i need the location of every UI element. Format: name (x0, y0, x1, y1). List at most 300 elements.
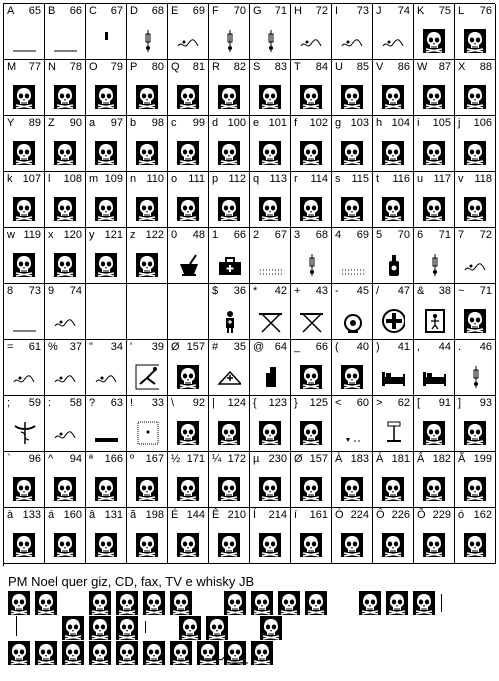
char-cell (291, 228, 332, 284)
glyph-cell (135, 252, 159, 278)
skull-icon (464, 85, 486, 109)
skull-icon (54, 477, 76, 501)
char-cell (414, 228, 455, 284)
char-cell (291, 60, 332, 116)
char-code: 78 (69, 61, 82, 73)
skull-icon (13, 85, 35, 109)
char-label: G (253, 5, 262, 17)
char-label: $ (212, 285, 219, 297)
char-cell (250, 4, 291, 60)
char-code: 88 (479, 61, 492, 73)
char-code: 40 (356, 341, 369, 353)
char-label: i (417, 117, 420, 129)
skull-icon (177, 85, 199, 109)
char-label: { (253, 397, 257, 409)
char-cell (127, 228, 168, 284)
glyph-cell (422, 252, 446, 278)
char-label: o (171, 173, 178, 185)
char-cell (291, 172, 332, 228)
char-cell (414, 60, 455, 116)
glyph-cell (94, 364, 118, 390)
char-label: ' (130, 341, 133, 353)
char-code: 183 (350, 453, 369, 465)
char-code: 101 (268, 117, 287, 129)
char-code: 118 (474, 173, 492, 185)
glyph-cell (299, 420, 323, 446)
char-cell (250, 60, 291, 116)
glyph-cell (12, 364, 36, 390)
char-cell (4, 60, 45, 116)
char-label: p (212, 173, 219, 185)
skull-icon (300, 533, 322, 557)
char-code: 104 (391, 117, 410, 129)
char-code: 36 (233, 285, 246, 297)
char-label: A (7, 5, 15, 17)
char-code: 58 (69, 397, 82, 409)
glyph-cell (135, 28, 159, 54)
sample-skull-icon (260, 616, 282, 640)
dotted-icon (258, 252, 282, 278)
char-cell (291, 340, 332, 396)
char-label: T (294, 61, 301, 73)
char-code: 79 (110, 61, 123, 73)
char-label: ~ (458, 285, 465, 297)
sample-skull-icon (89, 591, 111, 615)
skull-icon (218, 197, 240, 221)
medical-tool-icon (463, 364, 487, 390)
char-label: @ (253, 341, 265, 353)
glyph-cell (381, 196, 405, 222)
char-label: " (89, 341, 93, 353)
char-cell (168, 172, 209, 228)
skull-icon (13, 141, 35, 165)
char-label: > (376, 397, 383, 409)
char-cell (455, 396, 496, 452)
glyph-cell (299, 308, 323, 334)
char-label: Â (417, 453, 425, 465)
char-label: l (48, 173, 51, 185)
glyph-cell (258, 196, 282, 222)
skull-icon (54, 85, 76, 109)
char-code: 37 (69, 341, 82, 353)
char-cell (332, 4, 373, 60)
char-code: 64 (274, 341, 287, 353)
medical-tool-icon (299, 252, 323, 278)
char-cell (373, 508, 414, 564)
char-cell (455, 4, 496, 60)
skull-icon (300, 141, 322, 165)
glyph-cell (299, 476, 323, 502)
char-cell (455, 116, 496, 172)
char-cell (455, 284, 496, 340)
char-cell (209, 60, 250, 116)
glyph-cell (258, 308, 282, 334)
sample-mark (145, 621, 152, 633)
char-cell (291, 4, 332, 60)
skull-icon (300, 421, 322, 445)
skull-icon (177, 533, 199, 557)
char-cell (332, 452, 373, 508)
sample-skull-icon (278, 591, 300, 615)
char-code: 162 (473, 509, 492, 521)
skull-icon (382, 477, 404, 501)
sample-skull-icon (116, 616, 138, 640)
char-label: ` (7, 453, 11, 465)
scribble-icon (463, 252, 487, 278)
hospital-bed-icon (381, 364, 405, 390)
char-code: 91 (438, 397, 451, 409)
skull-icon (259, 197, 281, 221)
char-label: k (7, 173, 13, 185)
skull-icon (341, 365, 363, 389)
char-cell (4, 4, 45, 60)
scribble-icon (299, 28, 323, 54)
char-code: 182 (432, 453, 451, 465)
char-label: \ (171, 397, 175, 409)
sample-skull-icon (386, 591, 408, 615)
char-code: 112 (228, 173, 246, 185)
char-code: 70 (397, 229, 410, 241)
char-code: 74 (397, 5, 410, 17)
char-code: 181 (391, 453, 410, 465)
char-label: L (458, 5, 465, 17)
glyph-cell (94, 28, 118, 54)
char-label: Õ (417, 509, 426, 521)
skull-icon (218, 141, 240, 165)
char-cell (4, 340, 45, 396)
char-label: # (212, 341, 219, 353)
char-cell (127, 172, 168, 228)
char-cell (373, 340, 414, 396)
char-label: Ø (171, 341, 180, 353)
char-cell (168, 284, 209, 340)
glyph-cell (340, 420, 364, 446)
glyph-cell (176, 84, 200, 110)
char-code: 38 (438, 285, 451, 297)
glyph-cell (422, 420, 446, 446)
char-label: Y (7, 117, 15, 129)
frame-icon (135, 420, 159, 446)
char-cell (168, 396, 209, 452)
char-cell (414, 116, 455, 172)
char-code: 125 (309, 397, 328, 409)
char-code: 161 (309, 509, 328, 521)
table-icon (299, 308, 323, 334)
skull-icon (423, 85, 445, 109)
char-code: 67 (110, 5, 123, 17)
glyph-cell (463, 196, 487, 222)
char-cell (86, 4, 127, 60)
char-cell (332, 396, 373, 452)
char-cell (209, 340, 250, 396)
char-code: 119 (23, 229, 41, 241)
char-label: á (48, 509, 55, 521)
skull-icon (341, 85, 363, 109)
glyph-cell (217, 532, 241, 558)
char-code: 144 (186, 509, 205, 521)
char-label: . (458, 341, 462, 353)
char-cell (86, 508, 127, 564)
skull-icon (464, 197, 486, 221)
glyph-cell (422, 28, 446, 54)
char-label: u (417, 173, 424, 185)
glyph-cell (135, 308, 159, 334)
char-label: F (212, 5, 219, 17)
char-label: = (7, 341, 14, 353)
skull-icon (300, 477, 322, 501)
sample-skull-icon (8, 641, 30, 665)
skull-icon (13, 253, 35, 277)
red-cross-icon (381, 308, 405, 334)
char-cell (291, 116, 332, 172)
char-cell (250, 452, 291, 508)
medical-tool-icon (135, 28, 159, 54)
glyph-cell (258, 420, 282, 446)
char-cell (291, 396, 332, 452)
sample-text: PM Noel quer giz, CD, fax, TV e whisky JB (8, 574, 255, 589)
char-label: 3 (294, 229, 301, 241)
char-code: 96 (28, 453, 41, 465)
char-code: 73 (356, 5, 369, 17)
char-code: 69 (356, 229, 369, 241)
glyph-cell (381, 532, 405, 558)
char-label: 9 (48, 285, 55, 297)
glyph-cell (94, 308, 118, 334)
glyph-cell (176, 196, 200, 222)
char-label: e (253, 117, 260, 129)
char-label: À (335, 453, 343, 465)
sample-skull-icon (143, 591, 165, 615)
char-cell (127, 452, 168, 508)
mortar-icon (176, 252, 200, 278)
char-cell (332, 284, 373, 340)
char-label: t (376, 173, 380, 185)
char-cell (250, 284, 291, 340)
glyph-cell (422, 476, 446, 502)
sample-mark (16, 616, 23, 636)
skull-icon (382, 533, 404, 557)
figure-icon (258, 364, 282, 390)
char-label: P (130, 61, 138, 73)
char-code: 68 (151, 5, 164, 17)
char-label: / (376, 285, 380, 297)
char-cell (332, 60, 373, 116)
sample-skull-icon (413, 591, 435, 615)
glyph-cell (258, 532, 282, 558)
glyph-cell (53, 196, 77, 222)
char-label: í (294, 509, 298, 521)
char-label: M (7, 61, 17, 73)
sample-skull-icon (359, 591, 381, 615)
char-cell (291, 508, 332, 564)
skull-icon (464, 533, 486, 557)
skull-icon (423, 29, 445, 53)
glyph-cell (463, 420, 487, 446)
scribble-icon (94, 364, 118, 390)
char-code: 116 (392, 173, 410, 185)
char-label: 0 (171, 229, 178, 241)
glyph-cell (53, 84, 77, 110)
glyph-cell (463, 532, 487, 558)
char-code: 120 (63, 229, 82, 241)
char-code: 229 (432, 509, 451, 521)
glyph-cell (53, 364, 77, 390)
skull-icon (464, 421, 486, 445)
glyph-cell (135, 196, 159, 222)
char-label: ( (335, 341, 339, 353)
skull-icon (177, 365, 199, 389)
char-cell (127, 396, 168, 452)
char-code: 110 (146, 173, 164, 185)
sample-skull-icon (62, 616, 84, 640)
char-cell (209, 116, 250, 172)
caduceus-icon (12, 420, 36, 446)
char-code: 70 (233, 5, 246, 17)
char-code: 85 (356, 61, 369, 73)
skull-icon (177, 141, 199, 165)
skull-icon (423, 477, 445, 501)
char-cell (250, 116, 291, 172)
glyph-cell (12, 476, 36, 502)
glyph-cell (340, 252, 364, 278)
glyph-cell (340, 84, 364, 110)
xray-icon (422, 308, 446, 334)
char-label: ½ (171, 453, 181, 465)
glyph-cell (258, 476, 282, 502)
char-label: c (171, 117, 177, 129)
sample-skull-icon (35, 641, 57, 665)
char-cell (4, 116, 45, 172)
char-code: 80 (151, 61, 164, 73)
lamp-icon (340, 308, 364, 334)
char-label: 4 (335, 229, 342, 241)
char-cell (250, 396, 291, 452)
char-label: W (417, 61, 428, 73)
char-code: 61 (28, 341, 41, 353)
char-code: 131 (104, 509, 123, 521)
char-code: 81 (192, 61, 205, 73)
glyph-cell (53, 476, 77, 502)
char-cell (45, 396, 86, 452)
glyph-cell (53, 252, 77, 278)
char-label: ª (89, 453, 94, 465)
char-cell (455, 452, 496, 508)
char-code: 171 (186, 453, 205, 465)
glyph-cell (299, 140, 323, 166)
char-label: | (212, 397, 215, 409)
char-code: 214 (268, 509, 287, 521)
glyph-cell (217, 84, 241, 110)
glyph-cell (12, 140, 36, 166)
scribble-icon (53, 420, 77, 446)
skull-icon (341, 533, 363, 557)
glyph-cell (94, 420, 118, 446)
char-label: N (48, 61, 56, 73)
skull-icon (136, 197, 158, 221)
skull-icon (464, 477, 486, 501)
char-label: ? (89, 397, 96, 409)
char-code: 166 (104, 453, 123, 465)
char-cell (86, 60, 127, 116)
glyph-cell (12, 420, 36, 446)
glyph-cell (340, 364, 364, 390)
glyph-cell (299, 196, 323, 222)
char-cell (45, 60, 86, 116)
char-label: < (335, 397, 342, 409)
glyph-cell (217, 140, 241, 166)
char-cell (86, 452, 127, 508)
bar-icon (94, 28, 118, 54)
skull-icon (95, 253, 117, 277)
skull-icon (259, 141, 281, 165)
glyph-cell (53, 420, 77, 446)
skull-icon (95, 197, 117, 221)
char-cell (373, 4, 414, 60)
glyph-cell (94, 532, 118, 558)
scribble-icon (12, 364, 36, 390)
char-cell (168, 116, 209, 172)
dental-chair-icon (135, 364, 159, 390)
char-code: 94 (69, 453, 82, 465)
glyph-cell (217, 28, 241, 54)
scribble-icon (381, 28, 405, 54)
skull-icon (54, 197, 76, 221)
skull-icon (300, 365, 322, 389)
sample-skull-icon (251, 641, 273, 665)
char-code: 123 (268, 397, 287, 409)
glyph-cell (422, 196, 446, 222)
char-cell (168, 4, 209, 60)
char-cell (4, 508, 45, 564)
char-cell (373, 116, 414, 172)
line-icon (53, 28, 77, 54)
char-cell (291, 452, 332, 508)
char-code: 117 (433, 173, 451, 185)
char-cell (45, 452, 86, 508)
glyph-cell (299, 28, 323, 54)
glyph-cell (258, 140, 282, 166)
char-cell (209, 284, 250, 340)
glyph-cell (299, 532, 323, 558)
dotted-icon (340, 252, 364, 278)
char-code: 77 (28, 61, 41, 73)
char-label: Q (171, 61, 180, 73)
char-cell (45, 4, 86, 60)
char-cell (168, 60, 209, 116)
char-cell (127, 4, 168, 60)
glyph-cell (381, 308, 405, 334)
glyph-cell (135, 84, 159, 110)
char-code: 111 (188, 173, 205, 185)
char-code: 33 (151, 397, 164, 409)
char-code: 69 (192, 5, 205, 17)
char-cell (373, 284, 414, 340)
char-cell (168, 340, 209, 396)
char-code: 66 (233, 229, 246, 241)
skull-icon (95, 85, 117, 109)
glyph-cell (12, 84, 36, 110)
glyph-cell (340, 308, 364, 334)
char-code: 210 (227, 509, 246, 521)
char-label: d (212, 117, 219, 129)
glyph-cell (463, 308, 487, 334)
skull-icon (218, 421, 240, 445)
char-label: V (376, 61, 384, 73)
glyph-cell (381, 420, 405, 446)
skull-icon (423, 197, 445, 221)
char-cell (373, 396, 414, 452)
char-code: 199 (473, 453, 492, 465)
